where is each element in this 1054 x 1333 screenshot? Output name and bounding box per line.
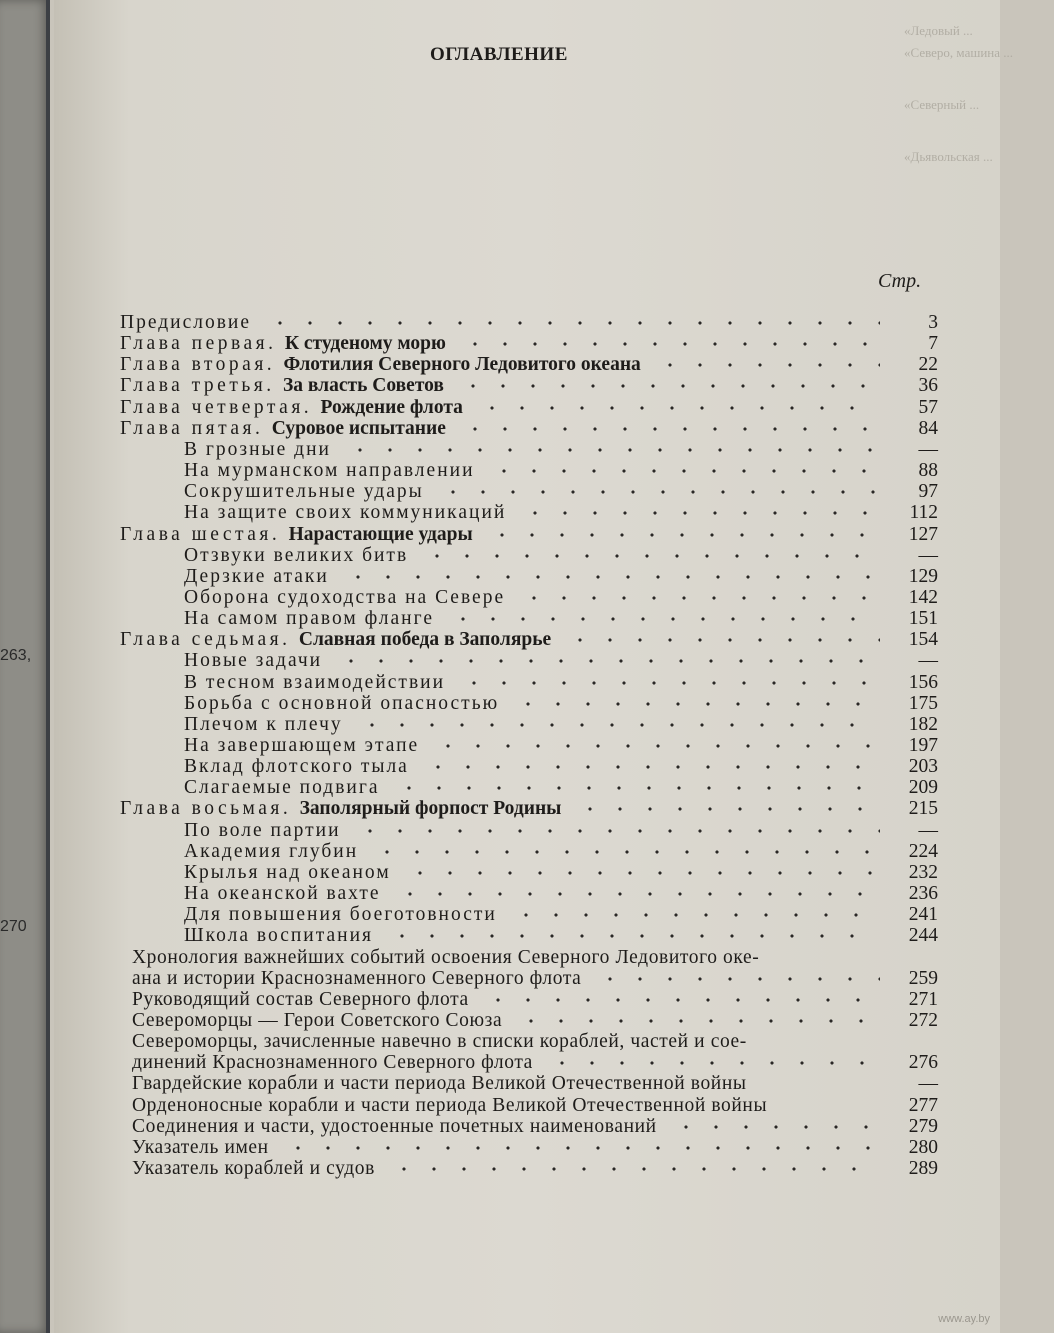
toc-entry-text: Вклад флотского тыла [184,756,409,778]
toc-entry-text: Оборона судоходства на Севере [184,586,506,608]
dot-leader [422,553,880,559]
toc-entry-text: На защите своих коммуникаций [184,502,507,524]
toc-page-number: 97 [918,481,938,503]
toc-page-number: 22 [918,354,938,376]
toc-page-number: 280 [908,1136,938,1158]
toc-entry-text: Сокрушительные удары [184,481,424,503]
toc-page-number: 57 [918,396,938,418]
toc-entry-text [120,333,446,355]
toc-chapter-title: Флотилия Северного Ледовитого океана [283,354,641,376]
margin-number: 270 [0,918,27,935]
toc-chapter-number: Глава пятая. [120,417,272,439]
toc-page-number: 232 [908,861,938,883]
dot-leader [389,1166,880,1172]
dot-leader [405,870,880,876]
toc-page-number: 88 [918,460,938,482]
dot-leader [489,468,880,474]
toc-entry-text: Указатель кораблей и судов [132,1158,375,1179]
page-title: ОГЛАВЛЕНИЕ [430,44,568,65]
dot-leader [265,320,880,326]
toc-page-number: 151 [908,608,938,630]
dot-leader [448,616,880,622]
toc-page-number: 276 [908,1052,938,1074]
toc-chapter-title: Заполярный форпост Родины [299,798,562,820]
toc-entry-text: В тесном взаимодействии [184,671,446,693]
dot-leader [423,764,880,770]
toc-chapter-number: Глава восьмая. [120,798,300,820]
toc-page-number: 203 [908,756,938,778]
bleed-line: «Северо, машина ... [904,45,1014,60]
dot-leader [345,447,880,453]
toc-entry-text [120,397,463,419]
toc-page-number: 36 [918,375,938,397]
toc-entry-text: Орденоносные корабли и части периода Великой Отечественной войны [132,1094,768,1116]
toc-page-number: 289 [908,1158,938,1179]
toc-chapter-number: Глава вторая. [120,354,284,376]
toc-entry [132,1158,938,1182]
dot-leader [343,574,880,580]
toc-entry-text: На завершающем этапе [184,735,420,756]
toc-chapter-number: Глава первая. [120,333,285,355]
dot-leader [575,806,880,812]
dot-leader [477,405,880,411]
toc-entry-text: ана и истории Краснознаменного Северного флота [132,967,582,989]
toc-page-number: 7 [928,333,938,355]
toc-page-number: — [918,819,938,841]
toc-entry-text: По воле партии [184,819,341,841]
toc-chapter-title: К студеному морю [284,333,446,355]
bleed-line: «Дьявольская ... [904,149,993,164]
dot-leader [511,912,880,918]
page-gutter [46,0,50,1333]
dot-leader [655,362,880,368]
toc-page-number: 154 [908,629,938,651]
toc-page-number: 84 [918,417,938,439]
toc-page-number: 142 [908,586,938,608]
toc-page-number: 279 [908,1115,938,1137]
bleed-line: «Северный ... [904,97,980,112]
toc-page-number: 272 [908,1009,938,1031]
bleed-line: «Ледовый ... [904,23,973,38]
dot-leader [355,828,880,834]
dot-leader [283,1145,880,1151]
dot-leader [395,891,880,897]
toc-page-number: 259 [908,967,938,989]
toc-chapter-title: Нарастающие удары [288,523,473,545]
toc-page-number: 241 [908,904,938,926]
toc-entry-text [120,629,551,651]
toc-entry-text: Руководящий состав Северного флота [132,988,469,1010]
toc-entry-text: Хронология важнейших событий освоения Северного Ледовитого оке- [132,946,760,968]
toc-page-number: — [918,438,938,460]
toc-entry-text [120,798,561,820]
toc-page-number: 182 [908,713,938,735]
pages-column-label: Стр. [878,270,922,292]
dot-leader [460,426,880,432]
toc-entry-text: Североморцы — Герои Советского Союза [132,1009,503,1031]
toc-entry-text: Школа воспитания [184,925,373,947]
toc-page-number: — [918,1073,938,1095]
toc-page-number: 215 [908,798,938,820]
dot-leader [394,785,880,791]
toc-entry-text: Для повышения боеготовности [184,904,497,926]
toc-page-number: 209 [908,777,938,799]
toc-entry-text: динений Краснознаменного Северного флота [132,1052,533,1074]
toc-entry-text: Академия глубин [184,840,359,862]
toc-page-number: 271 [908,988,938,1010]
toc-page-number: — [918,544,938,566]
toc-entry-text [120,418,446,440]
margin-number: 263, [0,647,32,664]
toc-page-number: — [918,650,938,672]
toc-entry-text: Отзвуки великих битв [184,544,409,566]
dot-leader [357,722,880,728]
dot-leader [513,701,880,707]
toc-chapter-title: Славная победа в Заполярье [298,629,552,651]
toc-page-number: 156 [908,671,938,693]
toc-entry-text: Соединения и части, удостоенные почетных наименований [132,1115,657,1137]
toc-page-number: 175 [908,692,938,714]
toc-page-number: 197 [908,735,938,756]
toc-page-number: 112 [909,502,938,524]
toc-entry-text [120,524,473,546]
toc-page-number: 277 [908,1094,938,1116]
toc-chapter-title: За власть Советов [282,375,444,397]
dot-leader [547,1060,880,1066]
toc-entry-text: Дерзкие атаки [184,565,329,587]
toc-entry-text: Гвардейские корабли и части периода Великой Отечественной войны [132,1073,747,1095]
toc-page-number: 244 [908,925,938,947]
toc-entry-text: На самом правом фланге [184,608,434,630]
dot-leader [387,933,880,939]
toc-chapter-number: Глава третья. [120,375,283,397]
dot-leader [336,658,880,664]
toc-chapter-title: Рождение флота [320,396,463,418]
left-page-edge [0,0,50,1333]
toc-chapter-number: Глава седьмая. [120,629,299,651]
toc-entry-text: Крылья над океаном [184,861,391,883]
dot-leader [487,532,880,538]
dot-leader [459,680,880,686]
toc-entry-text [120,354,641,376]
watermark: www.ay.by [938,1313,990,1325]
dot-leader [372,849,880,855]
toc-entry-text: Североморцы, зачисленные навечно в списки кораблей, частей и сое- [132,1031,747,1053]
dot-leader [438,489,880,495]
toc-entry-text: На океанской вахте [184,883,381,905]
toc-chapter-number: Глава четвертая. [120,396,321,418]
dot-leader [595,976,880,982]
dot-leader [433,743,880,749]
dot-leader [483,997,880,1003]
toc-entry-text: На мурманском направлении [184,460,475,482]
toc-page-number: 129 [908,565,938,587]
toc-entry-text: Слагаемые подвига [184,777,380,799]
toc-entry-text: В грозные дни [184,438,331,460]
dot-leader [460,341,880,347]
toc-entry-text: Новые задачи [184,650,323,672]
dot-leader [519,595,880,601]
toc-entry-text: Указатель имен [132,1136,269,1158]
dot-leader [671,1124,880,1130]
dot-leader [458,383,880,389]
dot-leader [565,637,880,643]
toc-entry-text: Борьба с основной опасностью [184,692,500,714]
dot-leader [520,510,880,516]
toc-page-number: 127 [908,523,938,545]
toc-chapter-title: Суровое испытание [271,417,446,439]
toc-entry-text: Предисловие [120,312,252,333]
toc-chapter-number: Глава шестая. [120,523,289,545]
toc-entry-text [120,375,444,397]
bleed-through-text [904,20,1054,168]
toc-page-number: 3 [928,312,938,333]
toc-page-number: 236 [908,883,938,905]
toc-entry-text: Плечом к плечу [184,713,343,735]
toc-page-number: 224 [908,840,938,862]
dot-leader [516,1018,880,1024]
